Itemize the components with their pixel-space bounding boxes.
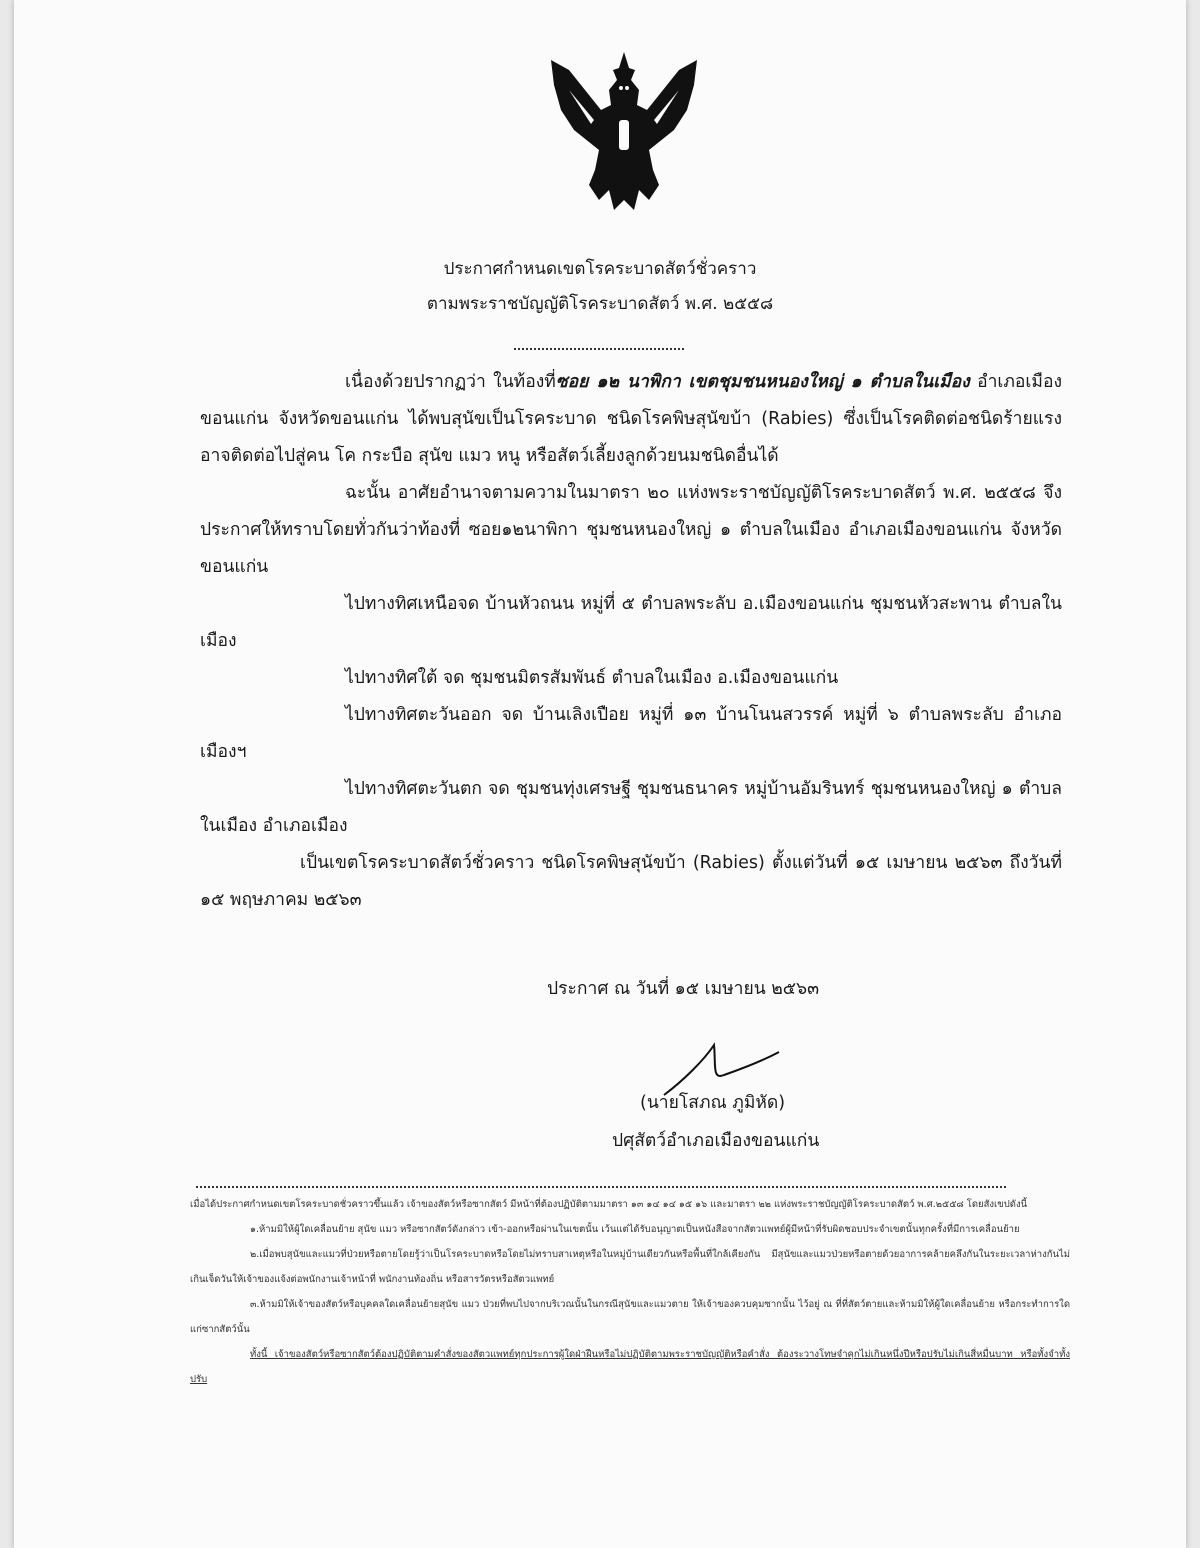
boundary-north: ไปทางทิศเหนือจด บ้านหัวถนน หมู่ที่ ๕ ตำบลพระลับ อ.เมืองขอนแก่น ชุมชนหัวสะพาน ตำบลในเมือง bbox=[200, 594, 1062, 651]
boundary-south: ไปทางทิศใต้ จด ชุมชนมิตรสัมพันธ์ ตำบลในเมือง อ.เมืองขอนแก่น bbox=[345, 668, 839, 688]
document-body bbox=[200, 364, 1062, 919]
signer-name: (นายโสภณ ภูมิหัด) bbox=[640, 1093, 786, 1113]
title-divider bbox=[514, 348, 684, 350]
footnote-intro: เมื่อได้ประกาศกำหนดเขตโรคระบาดชั่วคราวขึ้นแล้ว เจ้าของสัตว์หรือซากสัตว์ มีหน้าที่ต้องปฏิบัติตามมาตรา ๑๓ ๑๔ ๑๔ ๑๕ ๑๖ และมาตรา ๒๒ แห่งพระราชบัญญัติโรคระบาดสัตว์ พ.ศ.๒๕๕๘ โดยสังเขปดังนี้ bbox=[190, 1199, 1028, 1210]
p1-intro: เนื่องด้วยปรากฏว่า ในท้องที่ bbox=[345, 372, 556, 392]
p1-rest: อำเภอเมืองขอนแก่น จังหวัดขอนแก่น ได้พบสุนัขเป็นโรคระบาด ชนิดโรคพิษสุนัขบ้า (Rabies) ซึ่งเป็นโรคติดต่อชนิดร้ายแรง อาจติดต่อไปสู่คน โค กระบือ สุนัข แมว หนู หรือสัตว์เลี้ยงลูกด้วยนมชนิดอื่นได้ bbox=[200, 372, 1062, 466]
footnote-item-2: ๒.เมื่อพบสุนัขและแมวที่ป่วยหรือตายโดยรู้ว่าเป็นโรคระบาดหรือโดยไม่ทราบสาเหตุหรือในหมู่บ้านเดียวกันหรือพื้นที่ใกล้เคียงกัน มีสุนัขและแมวป่วยหรือตายด้วยอาการคล้ายคลึงกันในระยะเวลาห่างกันไม่เกินเจ็ดวันให้เจ้าของแจ้งต่อพนักงานเจ้าหน้าที่ พนักงานท้องถิ่น หรือสารวัตรหรือสัตวแพทย์ bbox=[190, 1249, 1070, 1285]
footnote-item-3: ๓.ห้ามมิให้เจ้าของสัตว์หรือบุคคลใดเคลื่อนย้ายสุนัข แมว ป่วยที่พบไปจากบริเวณนั้นในกรณีสุนัขและแมวตาย ให้เจ้าของควบคุมซากนั้น ไว้อยู่ ณ ที่ที่สัตว์ตายและห้ามมิให้ผู้ใดเคลื่อนย้าย หรือกระทำการใดแก่ซากสัตว์นั้น bbox=[190, 1299, 1070, 1335]
footnote-divider bbox=[196, 1186, 1006, 1188]
boundary-east: ไปทางทิศตะวันออก จด บ้านเลิงเปือย หมู่ที่ ๑๓ บ้านโนนสวรรค์ หมู่ที่ ๖ ตำบลพระลับ อำเภอเมืองฯ bbox=[200, 705, 1062, 762]
garuda-emblem-icon bbox=[549, 50, 699, 215]
signer-title: ปศุสัตว์อำเภอเมืองขอนแก่น bbox=[612, 1131, 820, 1151]
announce-date: ประกาศ ณ วันที่ ๑๕ เมษายน ๒๕๖๓ bbox=[547, 979, 820, 999]
paragraph-2: ฉะนั้น อาศัยอำนาจตามความในมาตรา ๒๐ แห่งพระราชบัญญัติโรคระบาดสัตว์ พ.ศ. ๒๕๕๘ จึงประกาศให้ทราบโดยทั่วกันว่าท้องที่ ซอย๑๒นาพิกา ชุมชนหนองใหญ่ ๑ ตำบลในเมือง อำเภอเมืองขอนแก่น จังหวัดขอนแก่น bbox=[200, 483, 1062, 577]
title-line-1: ประกาศกำหนดเขตโรคระบาดสัตว์ชั่วคราว bbox=[443, 259, 757, 279]
zone-period: เป็นเขตโรคระบาดสัตว์ชั่วคราว ชนิดโรคพิษสุนัขบ้า (Rabies) ตั้งแต่วันที่ ๑๕ เมษายน ๒๕๖๓ ถึงวันที่ ๑๕ พฤษภาคม ๒๕๖๓ bbox=[200, 853, 1062, 910]
footnote-item-1: ๑.ห้ามมิให้ผู้ใดเคลื่อนย้าย สุนัข แมว หรือซากสัตว์ดังกล่าว เข้า-ออกหรือผ่านในเขตนั้น เว้นแต่ได้รับอนุญาตเป็นหนังสือจากสัตวแพทย์ผู้มีหน้าที่รับผิดชอบประจำเขตนั้นทุกครั้งที่มีการเคลื่อนย้าย bbox=[250, 1224, 1020, 1235]
p1-location: ซอย ๑๒ นาพิกา เขตชุมชนหนองใหญ่ ๑ ตำบลในเมือง bbox=[555, 372, 970, 392]
footnote bbox=[190, 1192, 1070, 1392]
boundary-west: ไปทางทิศตะวันตก จด ชุมชนทุ่งเศรษฐี ชุมชนธนาคร หมู่บ้านอัมรินทร์ ชุมชนหนองใหญ่ ๑ ตำบลในเมือง อำเภอเมือง bbox=[200, 779, 1062, 836]
footnote-note: ทั้งนี้ เจ้าของสัตว์หรือซากสัตว์ต้องปฏิบัติตามคำสั่งของสัตวแพทย์ทุกประการผู้ใดฝ่าฝืนหรือไม่ปฏิบัติตามพระราชบัญญัติหรือคำสั่ง ต้องระวางโทษจำคุกไม่เกินหนึ่งปีหรือปรับไม่เกินสี่หมื่นบาท หรือทั้งจำทั้งปรับ bbox=[190, 1349, 1070, 1385]
paragraph-1 bbox=[200, 364, 1062, 475]
title-line-2: ตามพระราชบัญญัติโรคระบาดสัตว์ พ.ศ. ๒๕๕๘ bbox=[426, 294, 774, 314]
document-page bbox=[14, 0, 1186, 1548]
